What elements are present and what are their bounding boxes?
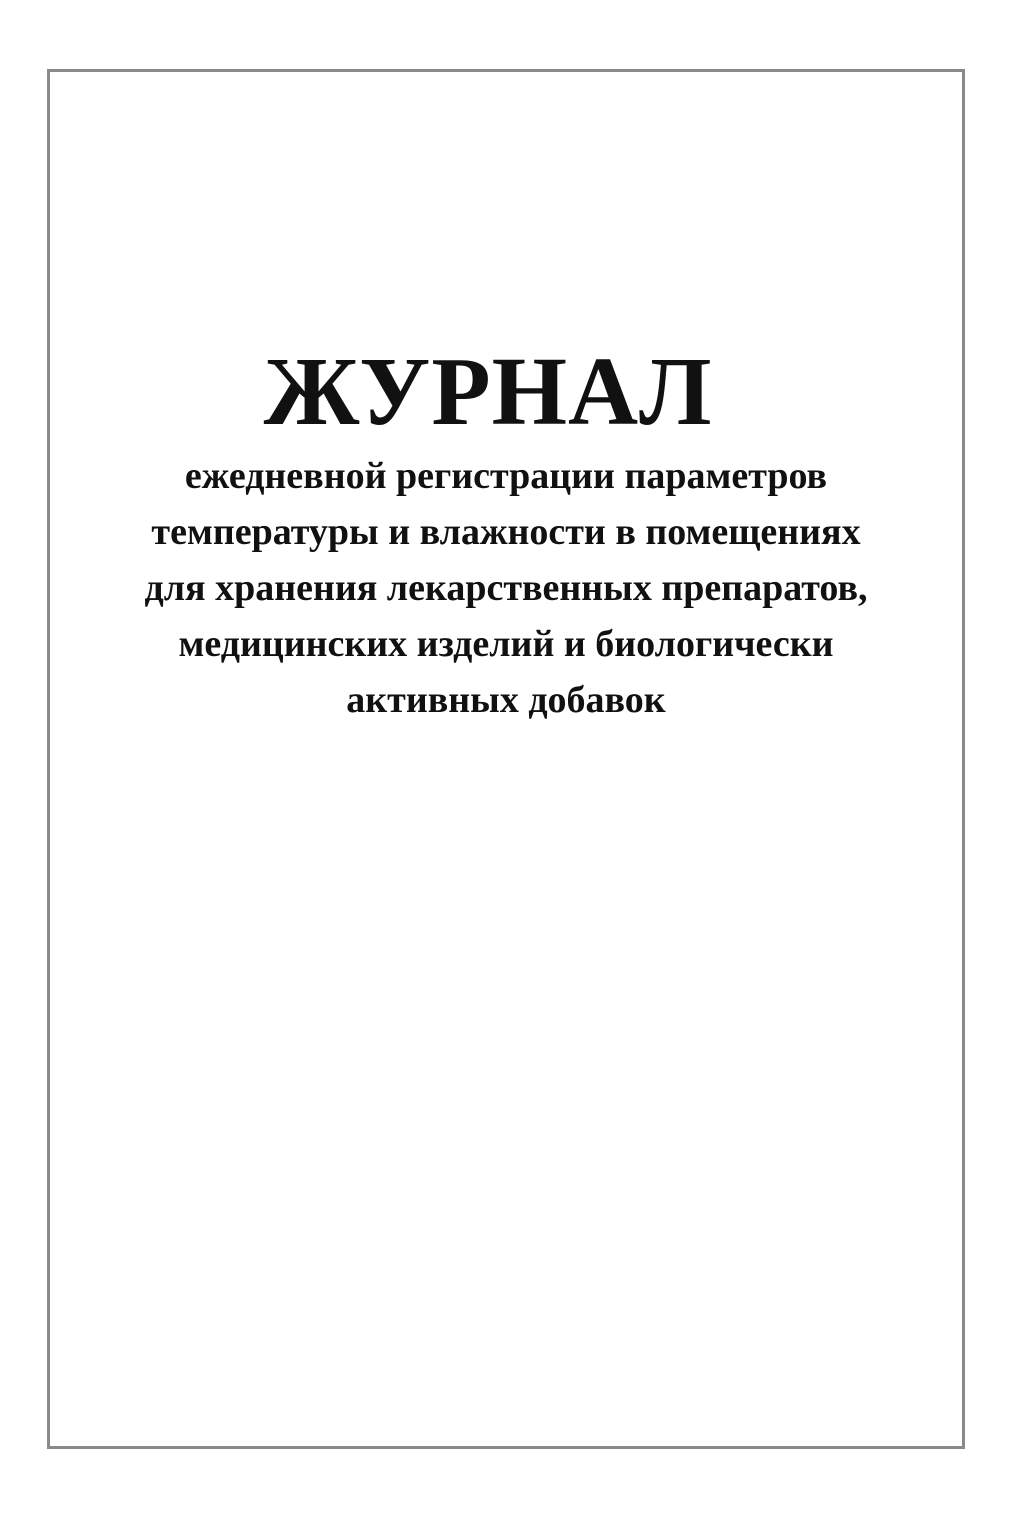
subtitle-line: для хранения лекарственных препаратов,: [144, 567, 868, 609]
subtitle-line: температуры и влажности в помещениях: [151, 511, 861, 553]
journal-subtitle: [50, 448, 962, 728]
subtitle-line: ежедневной регистрации параметров: [184, 455, 828, 497]
subtitle-line: активных добавок: [346, 679, 666, 721]
title-block: [50, 338, 962, 728]
journal-title: ЖУРНАЛ: [263, 338, 713, 445]
journal-cover: [47, 69, 965, 1449]
subtitle-line: медицинских изделий и биологически: [178, 623, 834, 665]
